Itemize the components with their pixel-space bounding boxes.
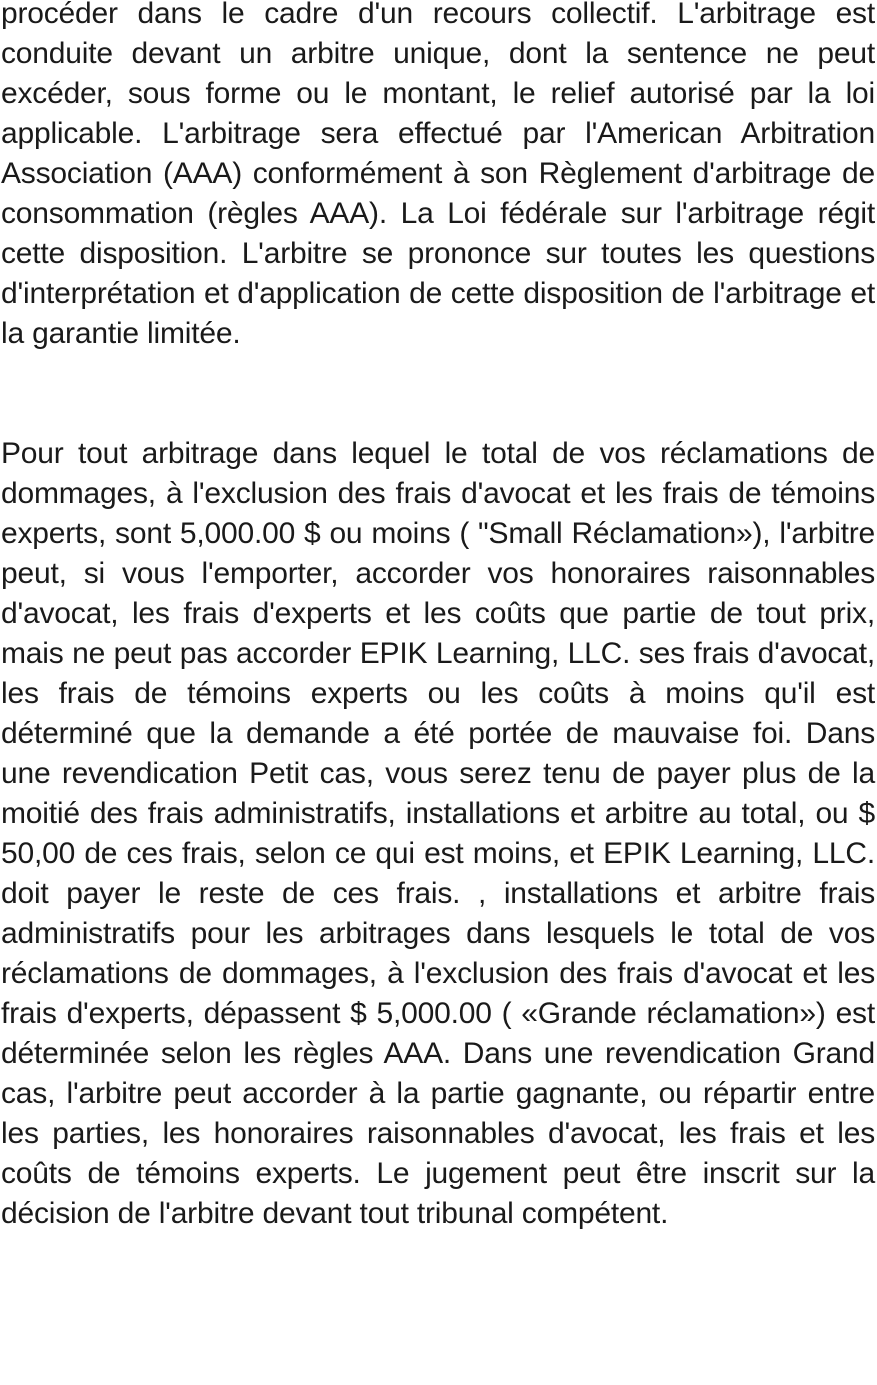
paragraph-claims-fees: Pour tout arbitrage dans lequel le total de vos réclamations de dommages, à l'exclusion des frais d'avocat et les frais de témoins experts, sont 5,000.00 $ ou moins ( "Small Réclamation»), l'arbitre peut, si vous l'emporter, accorder vos honoraires raisonnables d'avocat, les frais d'experts et les coûts que partie de tout prix, mais ne peut pas accorder EPIK Learning, LLC. ses frais d'avocat, les frais de témoins experts ou les coûts à moins qu'il est déterminé que la demande a été portée de mauvaise foi. Dans une revendication Petit cas, vous serez tenu de payer plus de la moitié des frais administratifs, installations et arbitre au total, ou $ 50,00 de ces frais, selon ce qui est moins, et EPIK Learning, LLC. doit payer le reste de ces frais. , installations et arbitre frais administratifs pour les arbitrages dans lesquels le total de vos réclamations de dommages, à l'exclusion des frais d'avocat et les frais d'experts, dépassent $ 5,000.00 ( «Grande réclamation») est déterminée selon les règles AAA. Dans une revendication Grand cas, l'arbitre peut accorder à la partie gagnante, ou répartir entre les parties, les honoraires raisonnables d'avocat, les frais et les coûts de témoins experts. Le jugement peut être inscrit sur la décision de l'arbitre devant tout tribunal compétent. — [1, 437, 875, 1230]
paragraph-spacer — [1, 354, 875, 434]
paragraph-arbitration-rules: procéder dans le cadre d'un recours collectif. L'arbitrage est conduite devant un arbitre unique, dont la sentence ne peut excéder, sous forme ou le montant, le relief autorisé par la loi applicable. L'arbitrage sera effectué par l'American Arbitration Association (AAA) conformément à son Règlement d'arbitrage de consommation (règles AAA). La Loi fédérale sur l'arbitrage régit cette disposition. L'arbitre se prononce sur toutes les questions d'interprétation et d'application de cette disposition de l'arbitrage et la garantie limitée. — [1, 0, 875, 350]
